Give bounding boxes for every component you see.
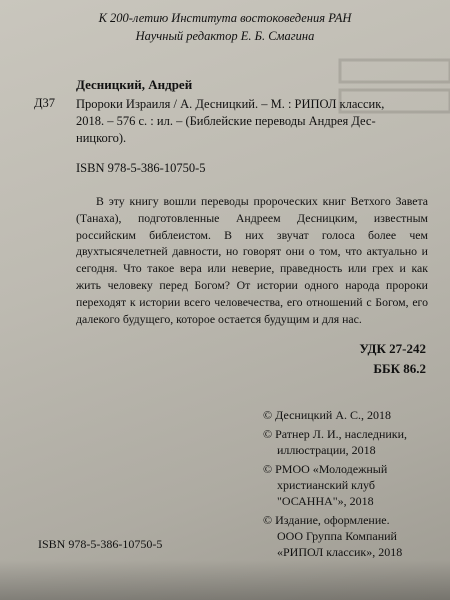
- copyright-line: ООО Группа Компаний: [277, 529, 397, 543]
- biblio-line: 2018. – 576 с. : ил. – (Библейские переводы Андрея Дес-: [76, 114, 376, 128]
- author-heading: Десницкий, Андрей: [76, 77, 193, 92]
- copyright-line: © Десницкий А. С., 2018: [263, 408, 392, 422]
- copyright-line: «РИПОЛ классик», 2018: [277, 545, 403, 559]
- copyright-line: иллюстрации, 2018: [277, 443, 376, 457]
- copyright-line: "ОСАННА"», 2018: [277, 494, 374, 508]
- bibliographic-description: [76, 96, 426, 147]
- udk-code: УДК 27-242: [359, 341, 426, 356]
- copyright-line: христианский клуб: [277, 478, 375, 492]
- isbn-footer: ISBN 978-5-386-10750-5: [38, 537, 163, 551]
- dedication-line: К 200-летию Института востоковедения РАН: [98, 11, 352, 25]
- isbn-catalog: ISBN 978-5-386-10750-5: [76, 161, 206, 175]
- copyright-item: [263, 426, 443, 458]
- copyright-line: © РМОО «Молодежный: [263, 462, 388, 476]
- biblio-line: ницкого).: [76, 131, 127, 145]
- annotation-paragraph: В эту книгу вошли переводы пророческих книг Ветхого Завета (Танаха), подготовленные Андреем Десницким, известным российским библеистом. В них звучат голоса более чем двухтысячелетней давности, но говорят они о том, что актуально и сегодня. Что такое вера или неверие, праведность или грех и как жить человеку перед Богом? От истории одного народа пророки переходят к истории всего человечества, его отношений с Богом, его далекого будущего, которое остается будущим и для нас.: [76, 194, 428, 326]
- copyright-line: © Ратнер Л. И., наследники,: [263, 427, 408, 441]
- copyright-item: [263, 512, 443, 560]
- bbk-code: ББК 86.2: [373, 361, 426, 376]
- copyright-line: © Издание, оформление.: [263, 513, 390, 527]
- copyright-block: [263, 407, 443, 563]
- copyright-item: [263, 407, 443, 423]
- author-sign-code: Д37: [34, 96, 56, 110]
- copyright-item: [263, 461, 443, 509]
- biblio-line: Пророки Израиля / А. Десницкий. – М. : РИПОЛ классик,: [76, 97, 385, 111]
- page-shadow: [0, 560, 450, 600]
- editor-line: Научный редактор Е. Б. Смагина: [135, 29, 315, 43]
